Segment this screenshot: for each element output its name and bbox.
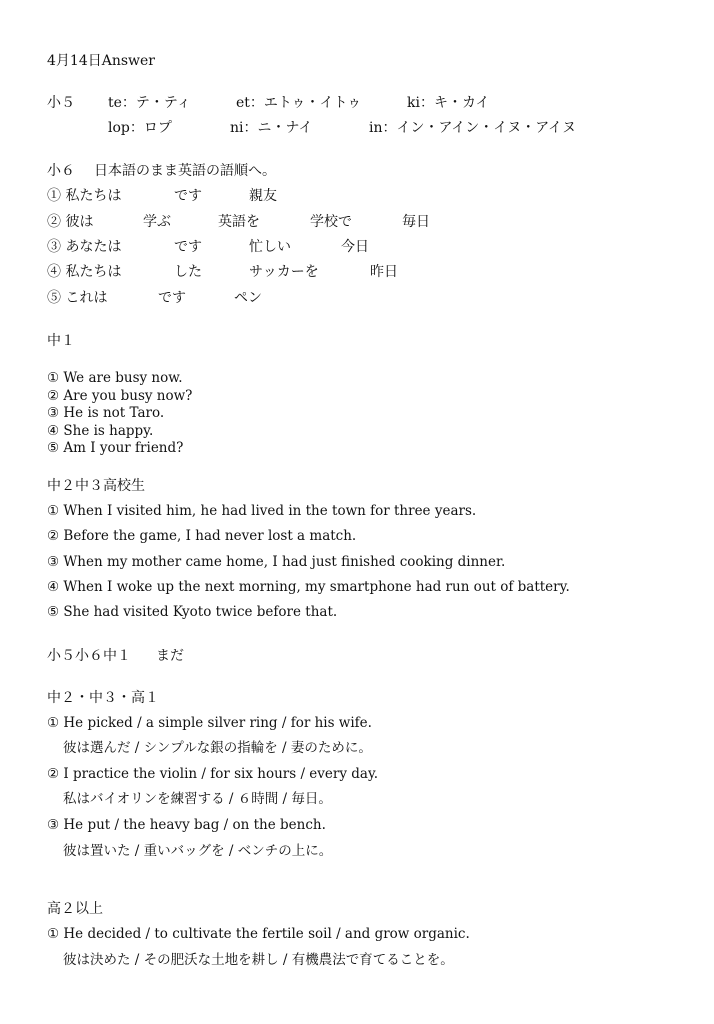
sho6-cell: ペン bbox=[234, 290, 262, 306]
chu23-line: ① When I visited him, he had lived in the town for three years. bbox=[47, 503, 477, 519]
japanese-translation: 彼は決めた / その肥沃な土地を耕し / 有機農法で育てることを。 bbox=[63, 952, 454, 968]
sho5-item: te：テ・ティ bbox=[108, 95, 191, 111]
sho6-cell: 忙しい bbox=[249, 239, 291, 255]
english-sentence: ② I practice the violin / for six hours / every day. bbox=[47, 766, 379, 782]
sho6-cell: 昨日 bbox=[370, 264, 398, 280]
sho5-item: ki：キ・カイ bbox=[407, 95, 490, 111]
chu23-line: ④ When I woke up the next morning, my smartphone had run out of battery. bbox=[47, 579, 570, 595]
japanese-translation: 私はバイオリンを練習する / ６時間 / 毎日。 bbox=[63, 791, 332, 807]
sho6-cell: 毎日 bbox=[402, 214, 430, 230]
sho6-cell: です bbox=[158, 290, 186, 306]
page-title: 4月14日Answer bbox=[47, 53, 155, 69]
pending-note: まだ bbox=[156, 648, 184, 664]
sho6-cell: ④ 私たちは bbox=[47, 264, 122, 280]
english-sentence: ① He decided / to cultivate the fertile soil / and grow organic. bbox=[47, 926, 470, 942]
sho6-cell: ② 彼は bbox=[47, 214, 94, 230]
chu2-3-kou1-heading: 中２・中３・高１ bbox=[47, 690, 159, 706]
pending-heading: 小５小６中１ bbox=[47, 648, 131, 664]
sho6-cell: ③ あなたは bbox=[47, 239, 122, 255]
sho6-cell: です bbox=[174, 188, 202, 204]
kou2-heading: 高２以上 bbox=[47, 901, 103, 917]
sho6-instruction: 日本語のまま英語の語順へ。 bbox=[94, 163, 276, 179]
english-sentence: ① He picked / a simple silver ring / for his wife. bbox=[47, 715, 372, 731]
chu1-line: ④ She is happy. bbox=[47, 423, 154, 439]
sho5-item: et：エトゥ・イトゥ bbox=[236, 95, 362, 111]
chu23-line: ⑤ She had visited Kyoto twice before that. bbox=[47, 604, 338, 620]
sho6-cell: 英語を bbox=[218, 214, 260, 230]
chu23-line: ② Before the game, I had never lost a match. bbox=[47, 528, 357, 544]
sho5-item: in：イン・アイン・イヌ・アイヌ bbox=[369, 120, 576, 136]
chu23-heading: 中２中３高校生 bbox=[47, 478, 145, 494]
chu1-line: ② Are you busy now? bbox=[47, 388, 193, 404]
sho6-cell: 親友 bbox=[249, 188, 277, 204]
english-sentence: ③ He put / the heavy bag / on the bench. bbox=[47, 817, 326, 833]
chu1-line: ⑤ Am I your friend? bbox=[47, 440, 184, 456]
sho6-cell: 学ぶ bbox=[143, 214, 171, 230]
sho6-cell: ⑤ これは bbox=[47, 290, 108, 306]
sho6-label: 小６ bbox=[47, 163, 75, 179]
sho6-cell: ① 私たちは bbox=[47, 188, 122, 204]
chu1-line: ① We are busy now. bbox=[47, 370, 183, 386]
sho6-cell: 学校で bbox=[310, 214, 352, 230]
chu1-heading: 中１ bbox=[47, 333, 75, 349]
sho5-item: lop：ロプ bbox=[108, 120, 172, 136]
sho6-cell: です bbox=[174, 239, 202, 255]
sho6-cell: 今日 bbox=[341, 239, 369, 255]
japanese-translation: 彼は選んだ / シンプルな銀の指輪を / 妻のために。 bbox=[63, 740, 372, 756]
sho5-label: 小５ bbox=[47, 95, 75, 111]
japanese-translation: 彼は置いた / 重いバッグを / ベンチの上に。 bbox=[63, 843, 333, 859]
chu23-line: ③ When my mother came home, I had just finished cooking dinner. bbox=[47, 554, 506, 570]
sho6-cell: した bbox=[174, 264, 202, 280]
sho5-item: ni：ニ・ナイ bbox=[230, 120, 313, 136]
chu1-line: ③ He is not Taro. bbox=[47, 405, 165, 421]
sho6-cell: サッカーを bbox=[249, 264, 319, 280]
